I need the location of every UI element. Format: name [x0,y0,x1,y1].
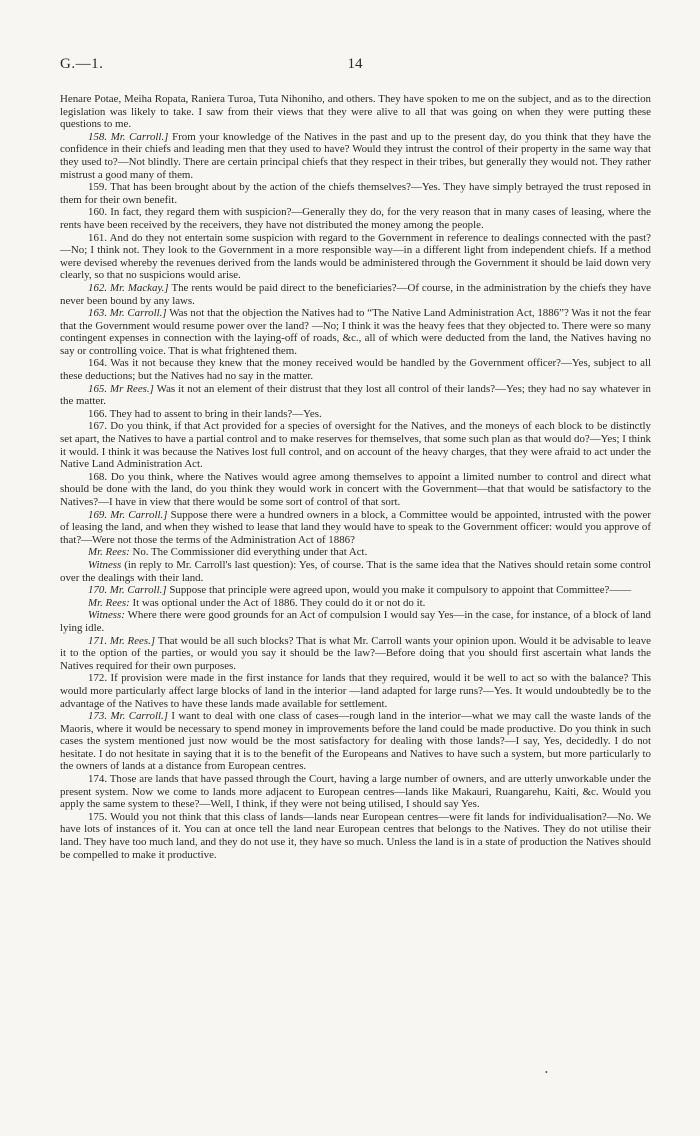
speaker: Mr. Rees: [88,546,130,559]
paragraph-158: 158. Mr. Carroll.] From your knowledge of the Natives in the past and up to the present day, do you think that they have the confidence in their chiefs and leading men that they used to have? Would they intrust the control of their property in the same way that they used to?—Not blindly. There are certain principal chiefs that they respect in their tribes, but generally they would not. They rather mistrust a good many of them. [60,130,651,181]
paragraph-witness-reply: Witness (in reply to Mr. Carroll's last question): Yes, of course. That is the same idea that the Natives should retain some control over the dealings with their land. [60,558,651,584]
paragraph-171: 171. Mr. Rees.] That would be all such blocks? That is what Mr. Carroll wants your opinion upon. Would it be advisable to leave it to the option of the parties, or would you say it should be the law?—Before doing that you should first ascertain what lands the Natives required for their own purposes. [60,634,651,672]
speaker: 169. Mr. Carroll.] [88,508,168,521]
speaker: Mr. Rees: [88,596,130,609]
speaker: Witness: [88,609,125,622]
speaker: Witness [88,558,122,571]
paragraph-168: 168. Do you think, where the Natives would agree among themselves to appoint a limited number to control and direct what should be done with the land, do you think they would work in concert with the Government—that that would be satisfactory to the Natives?—I have in view that there would be some sort of control of that sort. [60,470,651,508]
paragraph-162: 162. Mr. Mackay.] The rents would be paid direct to the beneficiaries?—Of course, in the administration by the chiefs they have never been bound by any laws. [60,281,652,307]
speaker: 171. Mr. Rees.] [88,634,156,647]
paragraph-witness-compulsion: Witness: Where there were good grounds for an Act of compulsion I would say Yes—in the case, for instance, of a block of land lying idle. [60,609,651,634]
page-header [60,56,650,76]
paragraph-rees-optional: Mr. Rees: It was optional under the Act of 1886. They could do it or not do it. [88,596,426,609]
page-number: 14 [347,56,363,72]
paragraph-161: 161. And do they not entertain some suspicion with regard to the Government in reference to dealings connected with the past?—No; I think not. They look to the Government in a more responsible way—in a different light from independent chiefs. If a method were devised whereby the revenues derived from the lands would be administered through the Government it should be laid down very clearly, so that no suspicions would arise. [60,231,651,282]
paragraph-1: Henare Potae, Meiha Ropata, Raniera Turoa, Tuta Nihoniho, and others. They have spoken to me on the subject, and as to the direction legislation was likely to take. I saw from their views that they were alive to all that was going on when they were putting these questions to me. [60,93,651,131]
paragraph-160: 160. In fact, they regard them with suspicion?—Generally they do, for the very reason that in many cases of leasing, where the rents have been received by the receivers, they have not distributed the money among the people. [60,206,651,231]
paragraph-165: 165. Mr Rees.] Was it not an element of their distrust that they lost all control of their lands?—Yes; they had no say whatever in the matter. [60,382,651,408]
speck-mark: • [545,1068,548,1077]
paragraph-163: 163. Mr. Carroll.] Was not that the objection the Natives had to “The Native Land Administration Act, 1886”? Was it not the fear that the Government would resume power over the land? —No; I think it was the heavy fees that they objected to. There were so many contingent expenses in connection with the laying-off of roads, &c., all of which were deducted from the land, the Natives having no say or controlling voice. That is what frightened them. [60,307,651,357]
paragraph-173: 173. Mr. Carroll.] I want to deal with one class of cases—rough land in the interior—what we may call the waste lands of the Maoris, where it would be necessary to spend money in improvements before the land could be made productive. Do you think in such cases the system mentioned just now would be the most satisfactory for dealing with those lands?—I say, Yes, decidedly. I do not hesitate. I do not hesitate in saying that it is to the benefit of the Europeans and Natives to have such a system, but more particularly to the owners of lands at a distance from European centres. [60,710,651,773]
speaker: 173. Mr. Carroll.] [88,710,168,723]
paragraph-175: 175. Would you not think that this class of lands—lands near European centres—were fit lands for individualisation?—No. We have lots of instances of it. You can at once tell the land near European centres that belongs to the Natives. They do not utilise their land. They have too much land, and they do not use it, they have so much. Unless the land is in a state of production the Natives should be compelled to make it productive. [60,810,651,861]
speaker: 163. Mr. Carroll.] [88,307,167,320]
paragraph-167: 167. Do you think, if that Act provided for a species of oversight for the Natives, and the moneys of each block to be distinctly set apart, the Natives to have a partial control and to make reserves for themselves, that some such plan as that would do?—Yes; I think it would. I think it was because the Natives lost full control, and on account of the heavy charges, that they were afraid to act under the Native Land Administration Act. [60,420,651,471]
speaker: 158. Mr. Carroll.] [88,130,169,143]
paragraph-164: 164. Was it not because they knew that the money received would be handled by the Government officer?—Yes, subject to all these deductions; but the Natives had no say in the matter. [60,357,651,383]
speaker: 162. Mr. Mackay.] [88,281,169,294]
speaker: 165. Mr Rees.] [88,382,154,395]
paragraph-174: 174. Those are lands that have passed through the Court, having a large number of owners, and are utterly unworkable under the present system. Now we come to lands more adjacent to European centres—lands like Makauri, Ruangarehu, Kaiti, &c. Would you apply the same system to these?—Well, I think, if they were not being utilised, I should say Yes. [60,773,651,811]
paragraph-166: 166. They had to assent to bring in their lands?—Yes. [88,407,322,420]
page-body [60,93,651,861]
paragraph-169: 169. Mr. Carroll.] Suppose there were a hundred owners in a block, a Committee would be appointed, intrusted with the power of leasing the land, and when they wished to lease that land they would have to speak to the Government officer: would you approve of that?—Were not those the terms of the Administration Act of 1886? [60,508,651,546]
sheet-number: G.—1. [60,56,104,72]
paragraph-172: 172. If provision were made in the first instance for lands that they required, would it be well to act so with the balance? This would more particularly affect large blocks of land in the interior —land adapted for large runs?—Yes. It would undoubtedly be to the advantage of the Natives to have these lands made available for settlement. [60,672,651,710]
paragraph-159: 159. That has been brought about by the action of the chiefs themselves?—Yes. They have simply betrayed the trust reposed in them for their own benefit. [60,181,651,206]
paragraph-170: 170. Mr. Carroll.] Suppose that principle were agreed upon, would you make it compulsory to appoint that Committee?—— [88,584,632,597]
paragraph-rees-reply: Mr. Rees: No. The Commissioner did everything under that Act. [88,546,368,559]
speaker: 170. Mr. Carroll.] [88,584,167,597]
